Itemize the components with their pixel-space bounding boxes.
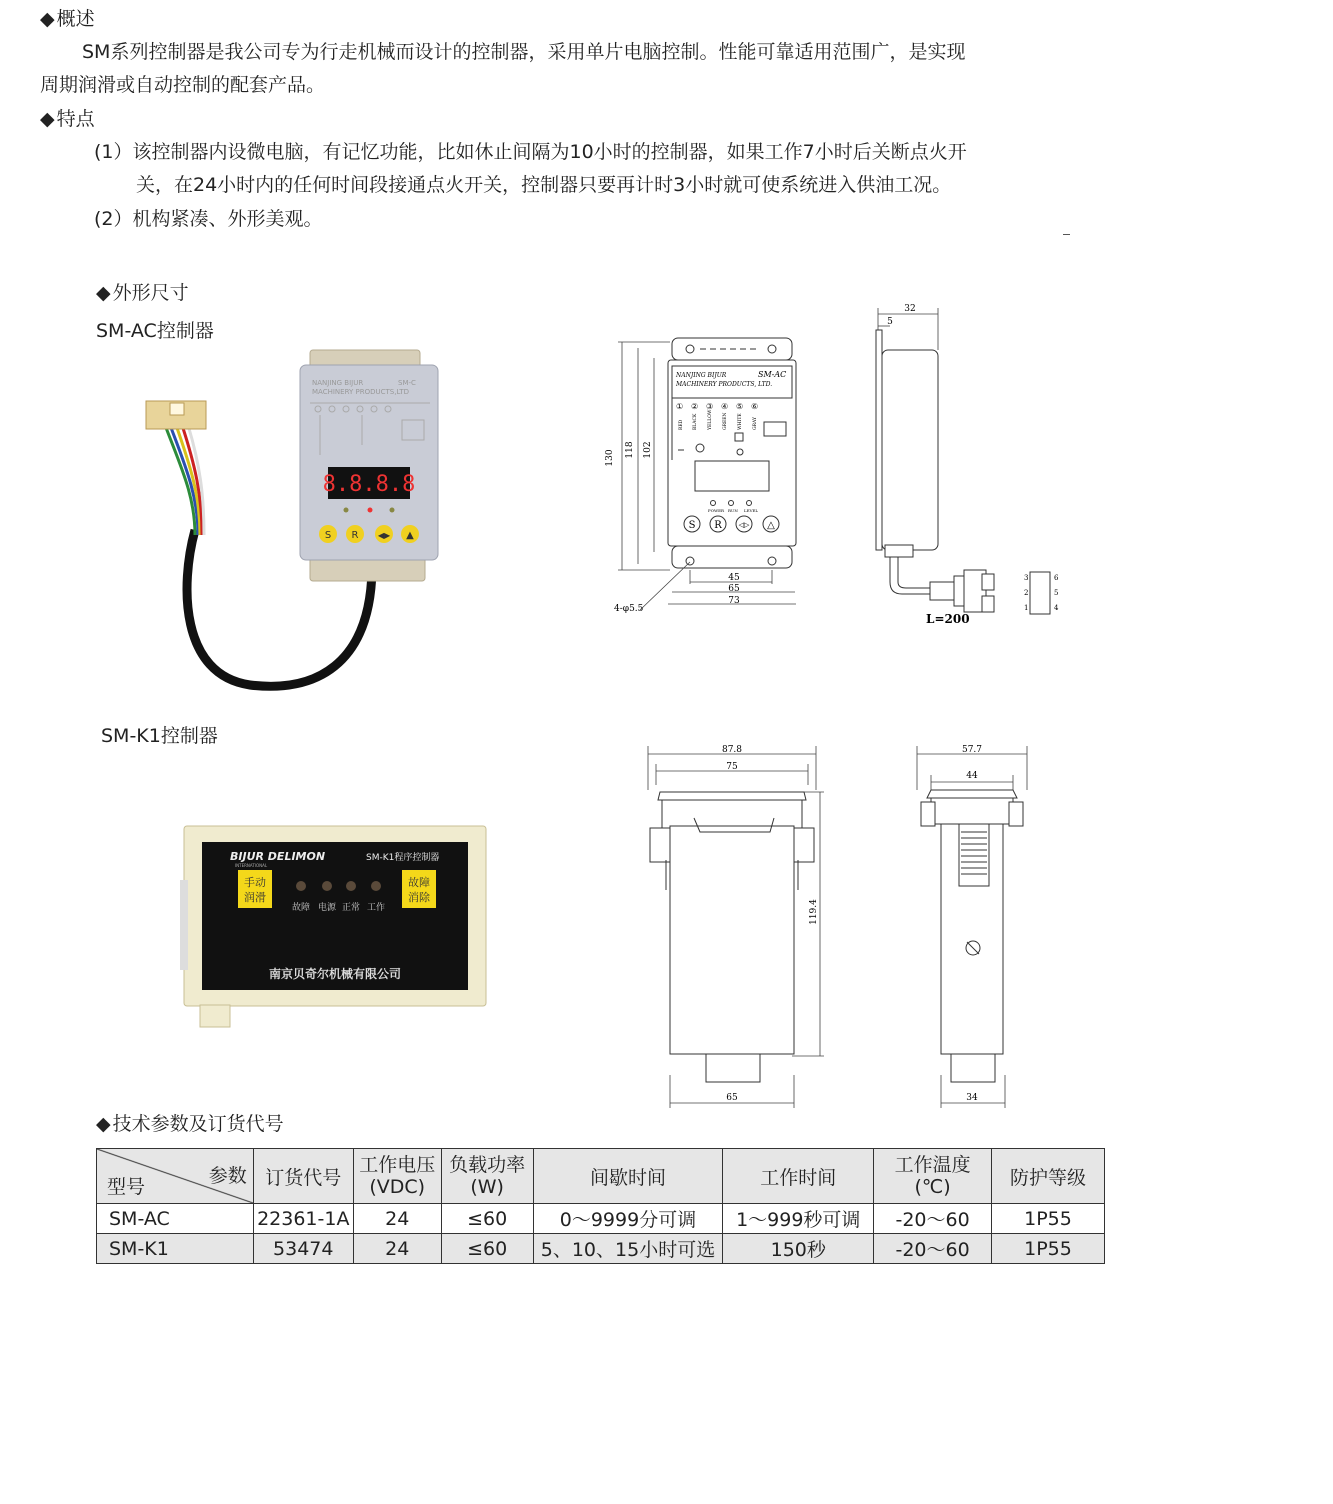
header-param: 参数 xyxy=(208,1165,247,1187)
wire-black: BLACK xyxy=(693,413,698,430)
overview-text-line2: 周期润滑或自动控制的配套产品。 xyxy=(40,74,326,96)
dim-119-4: 119.4 xyxy=(809,899,819,925)
wire-yellow: YELLOW xyxy=(708,409,713,430)
dimensions-heading: ◆ 外形尺寸 xyxy=(96,281,189,305)
drawing-brand-line2: MACHINERY PRODUCTS, LTD. xyxy=(676,381,773,388)
dim-130: 130 xyxy=(605,449,615,467)
photo-button-s: S xyxy=(324,530,332,541)
pin-4: 4 xyxy=(1054,604,1059,612)
drawing-brand-line1: NANJING BIJUR xyxy=(676,372,727,379)
terminal-4: ④ xyxy=(721,402,729,411)
cell-power: ≤60 xyxy=(441,1234,533,1264)
dim-44: 44 xyxy=(966,771,978,781)
k1-led-work: 工作 xyxy=(366,903,386,913)
k1-brand: BIJUR DELIMON xyxy=(230,850,326,863)
k1-led-fault: 故障 xyxy=(291,903,311,913)
photo-button-r: R xyxy=(351,530,359,541)
led-label-level: LEVEL xyxy=(744,508,759,513)
pin-1: 1 xyxy=(1024,604,1029,612)
table-header-row xyxy=(97,1149,1105,1204)
cell-protection: 1P55 xyxy=(992,1204,1105,1234)
cable-length: L=200 xyxy=(926,612,970,626)
sm-ac-photo xyxy=(140,345,440,695)
k1-company: 南京贝奇尔机械有限公司 xyxy=(268,967,402,981)
header-protection: 防护等级 xyxy=(992,1149,1105,1204)
spec-table xyxy=(96,1148,1105,1264)
header-voltage xyxy=(353,1149,441,1204)
sm-ac-front-drawing xyxy=(600,330,820,620)
dim-73: 73 xyxy=(728,596,740,606)
header-temperature-text: 工作温度 (℃) xyxy=(894,1154,971,1198)
terminal-6: ⑥ xyxy=(751,402,759,411)
k1-led-normal: 正常 xyxy=(341,903,361,913)
photo-button-lr: ◀▶ xyxy=(377,531,391,540)
pin-6: 6 xyxy=(1054,574,1059,582)
led-label-power: POWER xyxy=(708,508,725,513)
header-power-text: 负载功率 (W) xyxy=(449,1154,526,1198)
photo-brand-line1: NANJING BIJUR xyxy=(312,379,364,387)
feature-item-2: (2）机构紧凑、外形美观。 xyxy=(94,208,323,230)
dim-65: 65 xyxy=(728,584,740,594)
dim-holes: 4-φ5.5 xyxy=(614,604,644,614)
dim-32: 32 xyxy=(904,304,916,314)
dim-34: 34 xyxy=(966,1093,978,1103)
dim-65-k1: 65 xyxy=(726,1093,738,1103)
product-label-sm-ac: SM-AC控制器 xyxy=(96,320,214,342)
cell-model: SM-AC xyxy=(97,1204,254,1234)
wire-gray: GRAY xyxy=(753,416,758,430)
k1-brand-sub: INTERNATIONAL xyxy=(235,863,268,868)
photo-brand-line2: MACHINERY PRODUCTS,LTD xyxy=(312,388,410,396)
header-order-code: 订货代号 xyxy=(253,1149,353,1204)
cell-temperature: -20～60 xyxy=(874,1234,992,1264)
header-work-time: 工作时间 xyxy=(723,1149,874,1204)
header-model: 型号 xyxy=(107,1176,146,1198)
table-row xyxy=(97,1234,1105,1264)
header-param-model xyxy=(97,1149,254,1204)
cell-voltage: 24 xyxy=(353,1204,441,1234)
table-row xyxy=(97,1204,1105,1234)
drawing-button-r: R xyxy=(714,520,722,531)
stray-dash xyxy=(1063,234,1070,235)
wire-green: GREEN xyxy=(723,412,728,430)
wire-white: WHITE xyxy=(738,413,743,430)
header-temperature xyxy=(874,1149,992,1204)
svg-text:手动: 手动 xyxy=(244,876,266,889)
sm-k1-photo xyxy=(180,820,490,1030)
specs-heading: ◆ 技术参数及订货代号 xyxy=(96,1112,284,1136)
feature-item-1-line1: (1）该控制器内设微电脑，有记忆功能，比如休止间隔为10小时的控制器，如果工作7小时后关断点火开 xyxy=(94,141,967,163)
cell-power: ≤60 xyxy=(441,1204,533,1234)
cell-interval: 5、10、15小时可选 xyxy=(533,1234,723,1264)
dim-118: 118 xyxy=(625,441,635,459)
terminal-2: ② xyxy=(691,402,699,411)
dim-5: 5 xyxy=(887,317,893,327)
dim-45: 45 xyxy=(728,573,740,583)
photo-button-up: ▲ xyxy=(406,530,414,541)
cell-model: SM-K1 xyxy=(97,1234,254,1264)
svg-text:消除: 消除 xyxy=(408,891,430,904)
k1-led-power: 电源 xyxy=(317,903,337,913)
dim-102: 102 xyxy=(643,441,653,459)
header-power xyxy=(441,1149,533,1204)
sm-k1-front-drawing xyxy=(640,740,840,1110)
dim-75: 75 xyxy=(726,762,738,772)
feature-item-1-line2: 关，在24小时内的任何时间段接通点火开关，控制器只要再计时3小时就可使系统进入供油工况。 xyxy=(136,174,952,196)
terminal-1: ① xyxy=(676,402,684,411)
k1-title: SM-K1程序控制器 xyxy=(366,853,440,863)
cell-order-code: 53474 xyxy=(253,1234,353,1264)
terminal-5: ⑤ xyxy=(736,402,744,411)
cell-protection: 1P55 xyxy=(992,1234,1105,1264)
drawing-button-s: S xyxy=(688,520,696,531)
cell-interval: 0～9999分可调 xyxy=(533,1204,723,1234)
wire-red: RED xyxy=(679,419,684,430)
drawing-button-lr: ◁▷ xyxy=(738,521,750,529)
drawing-button-up: △ xyxy=(767,520,775,531)
drawing-model: SM-AC xyxy=(758,370,787,379)
header-interval: 间歇时间 xyxy=(533,1149,723,1204)
pin-3: 3 xyxy=(1024,574,1029,582)
overview-text-line1: SM系列控制器是我公司专为行走机械而设计的控制器，采用单片电脑控制。性能可靠适用范围广，是实现 xyxy=(82,41,966,63)
dim-57-7: 57.7 xyxy=(961,745,983,755)
sm-ac-side-drawing xyxy=(860,300,1070,630)
sm-k1-side-drawing xyxy=(905,740,1035,1110)
display-digits: 8.8.8.8 xyxy=(322,472,416,497)
dim-87-8: 87.8 xyxy=(721,745,743,755)
overview-heading: ◆ 概述 xyxy=(40,7,95,31)
features-heading: ◆ 特点 xyxy=(40,107,95,131)
pin-2: 2 xyxy=(1024,589,1029,597)
pin-5: 5 xyxy=(1054,589,1059,597)
svg-text:故障: 故障 xyxy=(408,876,430,889)
cell-work-time: 150秒 xyxy=(723,1234,874,1264)
cell-voltage: 24 xyxy=(353,1234,441,1264)
photo-model: SM-C xyxy=(398,379,416,387)
cell-order-code: 22361-1A xyxy=(253,1204,353,1234)
led-label-run: RUN xyxy=(728,508,738,513)
cell-work-time: 1～999秒可调 xyxy=(723,1204,874,1234)
terminal-3: ③ xyxy=(706,402,714,411)
header-voltage-text: 工作电压 (VDC) xyxy=(359,1154,436,1198)
product-label-sm-k1: SM-K1控制器 xyxy=(101,725,218,747)
svg-text:润滑: 润滑 xyxy=(244,891,266,904)
cell-temperature: -20～60 xyxy=(874,1204,992,1234)
